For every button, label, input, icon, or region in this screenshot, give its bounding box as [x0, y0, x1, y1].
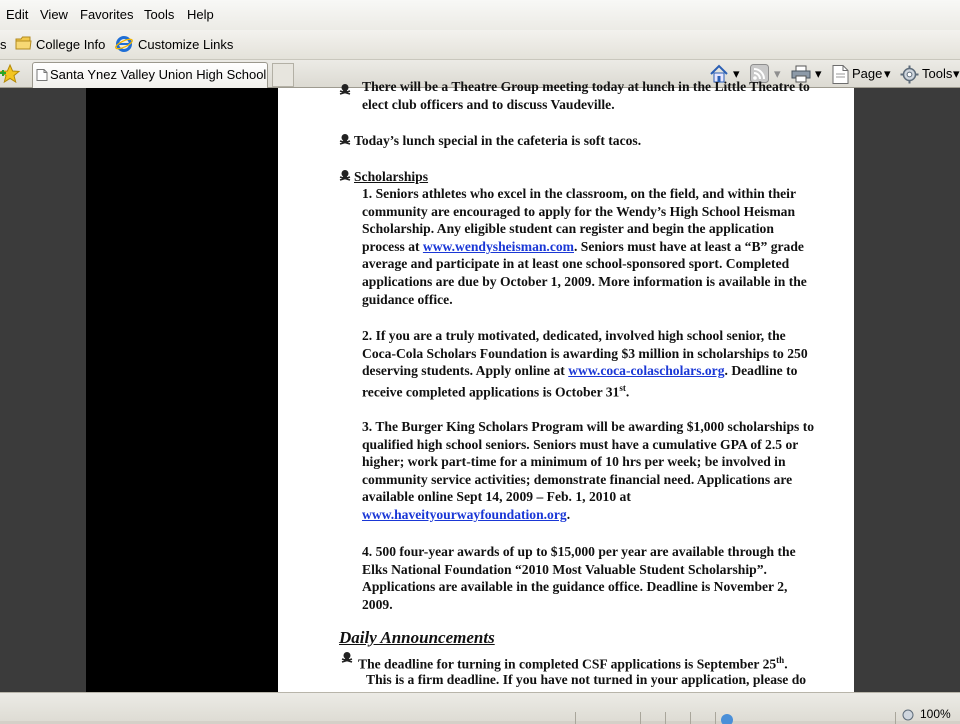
internet-zone-icon [720, 713, 734, 723]
link-wendysheisman[interactable]: www.wendysheisman.com [422, 238, 574, 254]
item1-line: applications are due by October 1, 2009. More information is available in the [362, 273, 807, 289]
csf-deadline-line-2: This is a firm deadline. If you have not turned in your application, please do [366, 672, 807, 687]
menu-help[interactable]: Help [187, 7, 214, 22]
feeds-dropdown-chevron-icon[interactable]: ▾ [774, 66, 781, 81]
new-tab-button[interactable] [272, 63, 294, 87]
scholarship-item-3 [362, 418, 848, 524]
home-dropdown-chevron-icon[interactable]: ▾ [733, 66, 740, 81]
skull-bullet-icon [339, 133, 351, 145]
item3-line: community service activities; demonstrate financial need. Applications are [362, 471, 793, 487]
tools-dropdown-chevron-icon[interactable]: ▾ [953, 66, 960, 81]
print-dropdown-chevron-icon[interactable]: ▾ [815, 66, 822, 81]
item2-text: . Deadline to [724, 363, 798, 379]
ordinal-suffix: th [776, 655, 785, 665]
status-divider [690, 712, 691, 724]
item4-line: 4. 500 four-year awards of up to $15,000 per year are available through the [362, 544, 796, 559]
csf-deadline [358, 652, 788, 673]
theatre-line-1: There will be a Theatre Group meeting today at lunch in the Little Theatre to [362, 79, 810, 94]
item4-line: Applications are available in the guidance office. Deadline is November 2, [362, 579, 788, 595]
folder-icon [15, 36, 32, 50]
item1-line: community are encouraged to apply for the Wendy’s High School Heisman [362, 203, 796, 219]
links-label-partial: s [0, 37, 7, 52]
item2-text: deserving students. Apply online at [362, 363, 569, 379]
item4-line: Elks National Foundation “2010 Most Valuable Student Scholarship”. [362, 561, 767, 577]
csf-text: . [784, 656, 788, 672]
item2-line [362, 380, 848, 401]
skull-bullet-icon [339, 169, 351, 181]
status-divider [575, 712, 576, 724]
item3-line: higher; work part-time for a minimum of 10 hrs per week; be involved in [362, 454, 786, 470]
page-icon [36, 69, 48, 81]
menu-tools[interactable]: Tools [144, 7, 175, 22]
item2-line: Coca-Cola Scholars Foundation is awarding $3 million in scholarships to 250 [362, 345, 808, 361]
links-bar [0, 30, 960, 60]
item2-line: 2. If you are a truly motivated, dedicated, involved high school senior, the [362, 328, 786, 343]
tab-santa-ynez[interactable] [32, 62, 268, 88]
right-margin [854, 88, 960, 692]
item3-line: 3. The Burger King Scholars Program will be awarding $1,000 scholarships to [362, 419, 815, 434]
item3-text: . [566, 506, 571, 522]
item1-line [362, 238, 848, 256]
item3-line [362, 506, 848, 524]
gear-icon[interactable] [900, 65, 919, 84]
scholarship-item-1 [362, 185, 848, 308]
menu-bar [0, 0, 960, 31]
zoom-level[interactable]: 100% [920, 707, 951, 721]
item2-line [362, 362, 848, 380]
skull-bullet-icon [341, 651, 353, 663]
link-customize-links[interactable]: Customize Links [138, 37, 234, 52]
menu-edit[interactable]: Edit [6, 7, 29, 22]
item3-line: qualified high school seniors. Seniors must have a cumulative GPA of 2.5 or [362, 436, 799, 452]
skull-bullet-icon [339, 83, 351, 95]
item1-line: 1. Seniors athletes who excel in the classroom, on the field, and within their [362, 186, 796, 201]
theatre-line-2: elect club officers and to discuss Vaudeville. [362, 96, 615, 112]
left-margin [0, 88, 86, 692]
item4-line: 2009. [362, 596, 393, 612]
tab-title: Santa Ynez Valley Union High School [50, 67, 267, 82]
menu-favorites[interactable]: Favorites [80, 7, 134, 22]
page-menu-label[interactable]: Page [852, 66, 883, 81]
page-dropdown-chevron-icon[interactable]: ▾ [884, 66, 891, 81]
black-panel [86, 88, 278, 692]
csf-text: The deadline for turning in completed CSF applications is September 25 [358, 656, 777, 672]
item3-line: available online Sept 14, 2009 – Feb. 1, 2010 at [362, 489, 631, 505]
item1-text: process at [362, 238, 423, 254]
link-haveityourwayfoundation[interactable]: www.haveityourwayfoundation.org [362, 506, 567, 522]
zoom-icon[interactable] [902, 709, 916, 721]
item2-text: receive completed applications is October 31 [362, 384, 620, 400]
status-divider [895, 712, 896, 724]
item1-text: . Seniors must have at least a “B” grade [573, 238, 804, 254]
item2-text: . [625, 384, 630, 400]
ordinal-suffix: st [619, 382, 626, 393]
ie-icon [115, 35, 133, 53]
link-college-info[interactable]: College Info [36, 37, 106, 52]
link-coca-colascholars[interactable]: www.coca-colascholars.org [568, 363, 725, 379]
favorites-star-icon[interactable] [0, 64, 20, 84]
daily-announcements-heading: Daily Announcements [339, 628, 495, 647]
scholarships-title: Scholarships [354, 169, 429, 184]
menu-view[interactable]: View [40, 7, 68, 22]
theatre-announcement [362, 78, 848, 113]
status-divider [640, 712, 641, 724]
item1-line: guidance office. [362, 291, 453, 307]
status-divider [715, 712, 716, 724]
status-divider [665, 712, 666, 724]
document-page [278, 79, 854, 692]
tools-menu-label[interactable]: Tools [922, 66, 953, 81]
scholarship-item-2 [362, 327, 848, 401]
lunch-special: Today’s lunch special in the cafeteria is soft tacos. [354, 133, 642, 148]
scholarship-item-4 [362, 543, 848, 613]
status-bar [0, 692, 960, 721]
item1-line: Scholarship. Any eligible student can register and begin the application [362, 221, 774, 237]
item1-line: average and participate in at least one school-sponsored sport. Completed [362, 256, 790, 272]
